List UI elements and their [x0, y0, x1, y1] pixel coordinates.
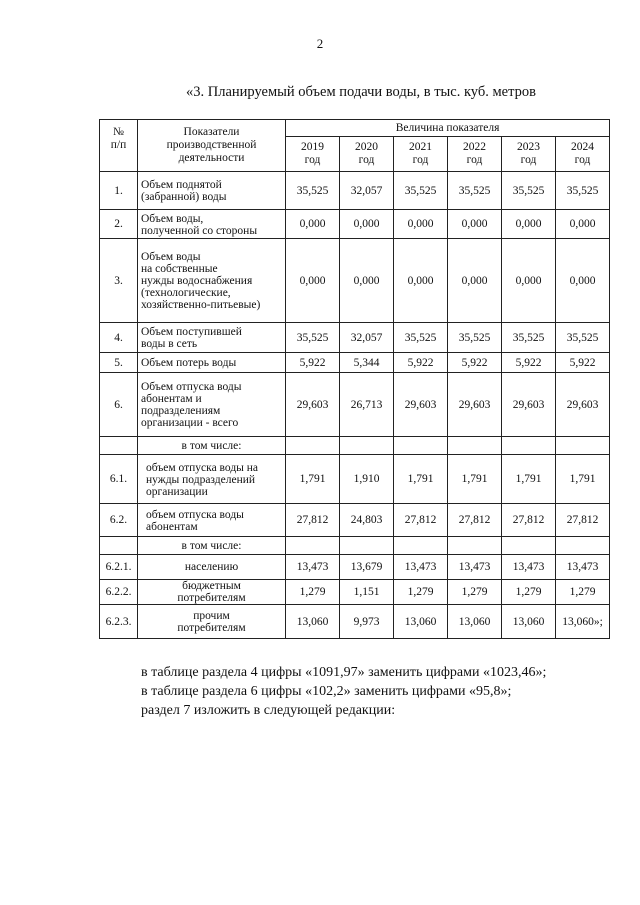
value-cell: 5,344	[340, 353, 394, 373]
header-year-unit: год	[574, 154, 591, 166]
value-cell: 13,060	[286, 605, 340, 639]
value-cell: 35,525	[448, 323, 502, 353]
value-cell: 5,922	[502, 353, 556, 373]
value-cell: 26,713	[340, 373, 394, 437]
value-cell: 27,812	[286, 504, 340, 537]
header-year-cell	[394, 137, 448, 172]
value-cell: 27,812	[502, 504, 556, 537]
value-cell: 24,803	[340, 504, 394, 537]
header-year-cell	[502, 137, 556, 172]
value-cell: 0,000	[286, 239, 340, 323]
value-cell: 0,000	[394, 239, 448, 323]
value-cell: 13,060	[448, 605, 502, 639]
table-row	[100, 605, 610, 639]
row-number: 1.	[100, 172, 138, 210]
value-cell: 13,473	[394, 555, 448, 580]
value-cell	[394, 537, 448, 555]
value-cell: 1,791	[556, 455, 610, 504]
header-year: 2023	[517, 141, 540, 153]
table-row	[100, 437, 610, 455]
value-cell: 29,603	[394, 373, 448, 437]
row-indicator: объем отпуска воды на нужды подразделений организации	[138, 455, 286, 504]
value-cell: 32,057	[340, 172, 394, 210]
value-cell: 0,000	[556, 210, 610, 239]
row-number: 4.	[100, 323, 138, 353]
value-cell	[448, 537, 502, 555]
value-cell: 13,473	[448, 555, 502, 580]
row-indicator: бюджетным потребителям	[138, 580, 286, 605]
header-year-cell	[340, 137, 394, 172]
row-number: 5.	[100, 353, 138, 373]
value-cell: 35,525	[394, 172, 448, 210]
row-number: 6.2.	[100, 504, 138, 537]
value-cell	[286, 437, 340, 455]
table-row	[100, 455, 610, 504]
water-supply-table	[99, 119, 610, 639]
table-row	[100, 537, 610, 555]
value-cell	[502, 437, 556, 455]
value-cell: 0,000	[556, 239, 610, 323]
row-indicator: Объем поступившей воды в сеть	[138, 323, 286, 353]
value-cell	[394, 437, 448, 455]
value-cell: 13,473	[556, 555, 610, 580]
header-year: 2022	[463, 141, 486, 153]
row-indicator: Объем воды, полученной со стороны	[138, 210, 286, 239]
value-cell: 13,060	[394, 605, 448, 639]
value-cell: 9,973	[340, 605, 394, 639]
row-indicator: Объем потерь воды	[138, 353, 286, 373]
table-row	[100, 239, 610, 323]
page-number: 2	[316, 36, 324, 51]
header-year-unit: год	[466, 154, 483, 166]
value-cell: 27,812	[394, 504, 448, 537]
row-indicator: в том числе:	[138, 537, 286, 555]
value-cell: 35,525	[556, 323, 610, 353]
header-year-cell	[286, 137, 340, 172]
value-cell: 29,603	[286, 373, 340, 437]
value-cell: 1,151	[340, 580, 394, 605]
row-number: 6.	[100, 373, 138, 437]
table-row	[100, 323, 610, 353]
row-indicator: прочим потребителям	[138, 605, 286, 639]
value-cell: 5,922	[556, 353, 610, 373]
row-indicator: населению	[138, 555, 286, 580]
value-cell: 1,279	[286, 580, 340, 605]
row-number	[100, 437, 138, 455]
table-row	[100, 373, 610, 437]
row-indicator: объем отпуска воды абонентам	[138, 504, 286, 537]
value-cell	[556, 537, 610, 555]
value-cell: 35,525	[286, 172, 340, 210]
value-cell: 29,603	[448, 373, 502, 437]
table-row	[100, 353, 610, 373]
value-cell: 0,000	[394, 210, 448, 239]
header-year-cell	[448, 137, 502, 172]
value-cell: 35,525	[394, 323, 448, 353]
value-cell: 29,603	[556, 373, 610, 437]
value-cell: 1,279	[394, 580, 448, 605]
value-cell: 29,603	[502, 373, 556, 437]
value-cell	[556, 437, 610, 455]
value-cell: 1,910	[340, 455, 394, 504]
value-cell: 5,922	[448, 353, 502, 373]
value-cell: 0,000	[502, 239, 556, 323]
table-row	[100, 580, 610, 605]
header-year-cell	[556, 137, 610, 172]
value-cell: 13,060»;	[556, 605, 610, 639]
row-number: 6.2.1.	[100, 555, 138, 580]
value-cell	[286, 537, 340, 555]
value-cell: 5,922	[394, 353, 448, 373]
instruction-line: раздел 7 изложить в следующей редакции:	[141, 703, 396, 718]
value-cell: 0,000	[340, 239, 394, 323]
value-cell: 13,679	[340, 555, 394, 580]
value-cell: 1,791	[394, 455, 448, 504]
value-cell: 35,525	[286, 323, 340, 353]
value-cell: 0,000	[448, 210, 502, 239]
value-cell: 1,791	[502, 455, 556, 504]
value-cell: 1,279	[502, 580, 556, 605]
value-cell: 1,791	[286, 455, 340, 504]
value-cell: 1,279	[556, 580, 610, 605]
header-year-unit: год	[358, 154, 375, 166]
value-cell: 27,812	[448, 504, 502, 537]
table-row	[100, 555, 610, 580]
row-number: 3.	[100, 239, 138, 323]
table-row	[100, 504, 610, 537]
header-year: 2019	[301, 141, 324, 153]
value-cell: 32,057	[340, 323, 394, 353]
row-number: 2.	[100, 210, 138, 239]
instructions	[141, 663, 546, 720]
row-indicator: в том числе:	[138, 437, 286, 455]
value-cell: 0,000	[502, 210, 556, 239]
row-number: 6.2.3.	[100, 605, 138, 639]
value-cell: 5,922	[286, 353, 340, 373]
value-cell: 27,812	[556, 504, 610, 537]
row-number	[100, 537, 138, 555]
section-title: «3. Планируемый объем подачи воды, в тыс. куб. метров	[186, 84, 536, 100]
header-year-unit: год	[520, 154, 537, 166]
value-cell: 0,000	[286, 210, 340, 239]
value-cell: 35,525	[448, 172, 502, 210]
header-year-unit: год	[304, 154, 321, 166]
header-year-unit: год	[412, 154, 429, 166]
header-num: № п/п	[100, 120, 138, 172]
value-cell	[340, 537, 394, 555]
row-number: 6.2.2.	[100, 580, 138, 605]
row-number: 6.1.	[100, 455, 138, 504]
value-cell	[448, 437, 502, 455]
table-row	[100, 172, 610, 210]
row-indicator: Объем отпуска воды абонентам и подразделениям организации - всего	[138, 373, 286, 437]
value-cell	[502, 537, 556, 555]
value-cell: 13,473	[286, 555, 340, 580]
header-year: 2021	[409, 141, 432, 153]
value-cell: 13,473	[502, 555, 556, 580]
header-year: 2024	[571, 141, 595, 153]
row-indicator: Объем поднятой (забранной) воды	[138, 172, 286, 210]
row-indicator: Объем воды на собственные нужды водоснабжения (технологические, хозяйственно-питьевые)	[138, 239, 286, 323]
instruction-line: в таблице раздела 4 цифры «1091,97» заменить цифрами «1023,46»;	[141, 665, 547, 680]
value-cell: 13,060	[502, 605, 556, 639]
value-cell: 35,525	[502, 323, 556, 353]
value-cell: 35,525	[502, 172, 556, 210]
value-cell: 1,791	[448, 455, 502, 504]
header-year: 2020	[355, 141, 378, 153]
value-cell	[340, 437, 394, 455]
value-cell: 0,000	[340, 210, 394, 239]
table-row	[100, 210, 610, 239]
header-value-caption: Величина показателя	[286, 120, 610, 137]
value-cell: 1,279	[448, 580, 502, 605]
instruction-line: в таблице раздела 6 цифры «102,2» заменить цифрами «95,8»;	[141, 684, 512, 699]
header-indicator: Показатели производственной деятельности	[138, 120, 286, 172]
value-cell: 35,525	[556, 172, 610, 210]
value-cell: 0,000	[448, 239, 502, 323]
